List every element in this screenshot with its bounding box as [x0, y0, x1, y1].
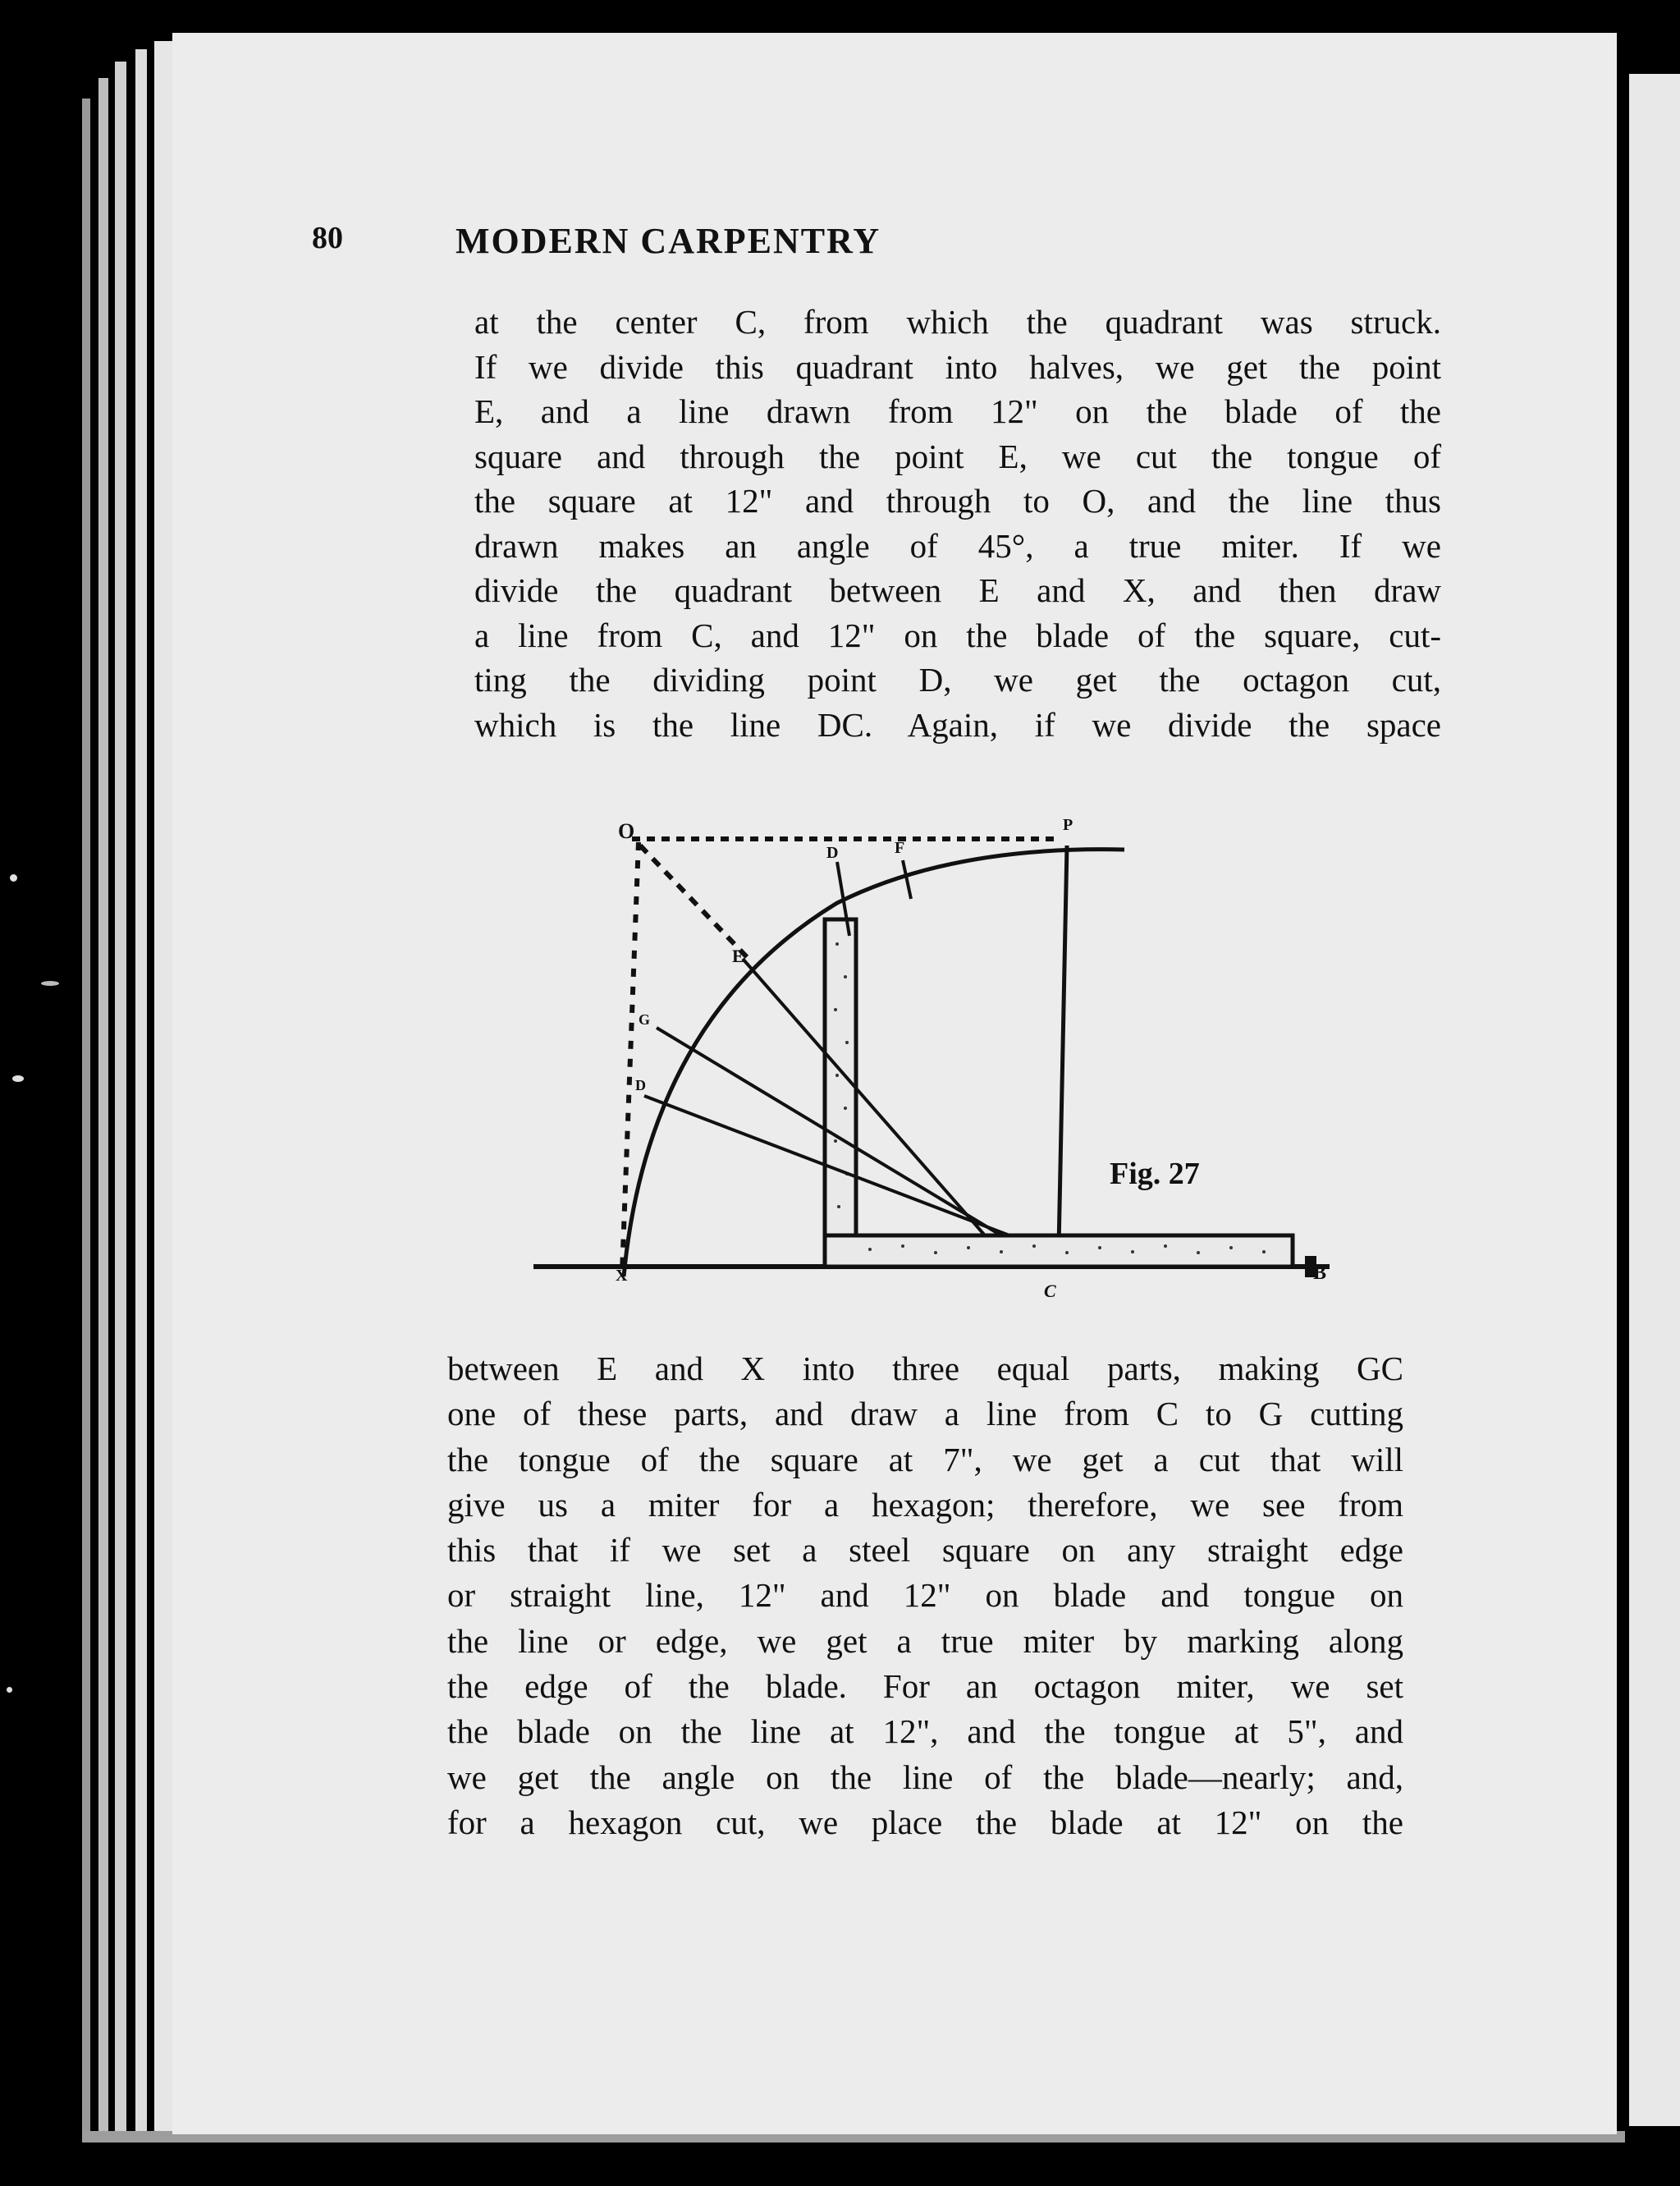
label-o: O [618, 819, 635, 843]
dust-speck [10, 874, 17, 882]
text-line: this that if we set a steel square on any straight edge [447, 1531, 1403, 1570]
text-line: E, and a line drawn from 12" on the blade of the [474, 392, 1441, 430]
running-head [312, 215, 1215, 264]
dust-speck [12, 1075, 24, 1082]
page-edge [115, 62, 126, 2138]
quadrant-arc [624, 850, 1124, 1276]
text-line: the tongue of the square at 7", we get a cut that will [447, 1440, 1403, 1478]
page-edge [135, 49, 147, 2142]
text-line: between E and X into three equal parts, making GC [447, 1350, 1403, 1387]
text-line: we get the angle on the line of the blade—nearly; and, [447, 1758, 1403, 1796]
text-line: the square at 12" and through to O, and the line thus [474, 482, 1441, 520]
line-45-miter [743, 959, 985, 1235]
label-c: C [1044, 1281, 1056, 1301]
dust-speck [41, 981, 59, 986]
text-line: at the center C, from which the quadrant was struck. [474, 303, 1441, 341]
text-line: which is the line DC. Again, if we divide the space [474, 705, 1441, 744]
paragraph-top [474, 300, 1441, 747]
text-line: drawn makes an angle of 45°, a true miter. If we [474, 526, 1441, 565]
label-b: B [1313, 1263, 1327, 1284]
vertical-line-right [1059, 846, 1067, 1248]
label-d-top: D [826, 844, 839, 862]
label-d-arc: D [635, 1077, 646, 1093]
label-p: P [1063, 816, 1073, 834]
text-line: for a hexagon cut, we place the blade at 12" on the [447, 1803, 1403, 1841]
label-e: E [732, 946, 744, 966]
arc-tick-f [903, 860, 911, 899]
text-line: If we divide this quadrant into halves, we get the point [474, 347, 1441, 386]
page-edge [98, 78, 108, 2138]
square-blade [825, 1235, 1293, 1267]
label-g: G [639, 1011, 651, 1028]
page-edge [82, 99, 90, 2134]
text-line: ting the dividing point D, we get the octagon cut, [474, 661, 1441, 699]
label-x: X [616, 1267, 628, 1285]
text-line: the edge of the blade. For an octagon miter, we set [447, 1667, 1403, 1706]
text-line: divide the quadrant between E and X, and then draw [474, 571, 1441, 609]
text-line: one of these parts, and draw a line from C to G cutting [447, 1395, 1403, 1433]
square-stipple [834, 942, 1266, 1254]
paragraph-bottom [447, 1346, 1403, 1845]
label-f: F [895, 839, 905, 857]
text-line: the line or edge, we get a true miter by marking along [447, 1621, 1403, 1660]
page-number: 80 [312, 221, 343, 255]
text-line: the blade on the line at 12", and the tongue at 5", and [447, 1712, 1403, 1751]
dotted-diagonal [640, 846, 748, 959]
diagram-svg [525, 813, 1346, 1313]
book-title: MODERN CARPENTRY [455, 221, 881, 261]
text-line: square and through the point E, we cut the tongue of [474, 437, 1441, 475]
text-line: give us a miter for a hexagon; therefore, we see from [447, 1485, 1403, 1524]
square-tongue [825, 919, 856, 1264]
figure-caption: Fig. 27 [1110, 1157, 1200, 1191]
text-line: a line from C, and 12" on the blade of the square, cut- [474, 616, 1441, 654]
steel-square-diagram [525, 813, 1346, 1313]
dust-speck [7, 1687, 12, 1693]
facing-page-edge [1629, 74, 1680, 2126]
dotted-line-left [622, 842, 639, 1272]
text-line: or straight line, 12" and 12" on blade and tongue on [447, 1576, 1403, 1615]
